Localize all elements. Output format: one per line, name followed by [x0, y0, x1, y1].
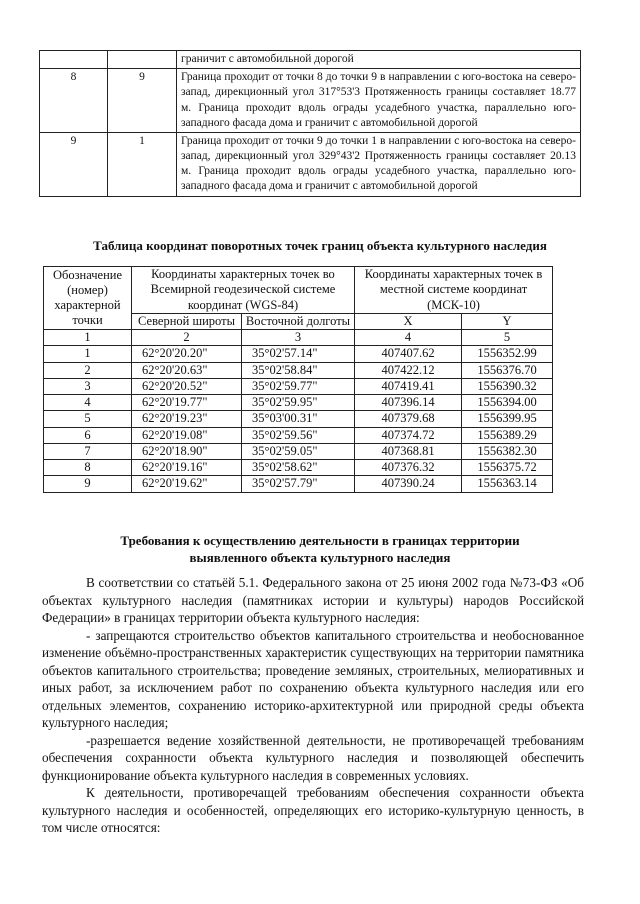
index-cell: 1 [44, 330, 132, 346]
index-cell: 5 [462, 330, 553, 346]
index-cell: 3 [242, 330, 355, 346]
coord-y: 1556375.72 [462, 460, 553, 476]
coord-x: 407390.24 [355, 476, 462, 492]
point-number: 3 [44, 378, 132, 394]
to-point: 9 [108, 69, 177, 133]
to-point: 1 [108, 132, 177, 196]
table-row [44, 427, 553, 443]
table-row [40, 132, 581, 196]
paragraph-prohibited: - запрещаются строительство объектов капитального строительства и необоснованное изменение объёмно-пространственных характеристик существующих на территории памятника объектов капитального строительства; проведение земляных, строительных, мелиоративных и иных работ, за исключением работ по сохранению объекта культурного наследия или его отдельных элементов, сохранению историко-архитектурной или природной среды объекта культурного наследия; [42, 627, 584, 730]
longitude: 35°02'59.05" [242, 443, 355, 459]
latitude: 62°20'19.77" [132, 395, 242, 411]
coord-x: 407374.72 [355, 427, 462, 443]
from-point [40, 51, 108, 69]
table-row [44, 460, 553, 476]
point-number: 9 [44, 476, 132, 492]
latitude: 62°20'19.16" [132, 460, 242, 476]
header-east: Восточной долготы [242, 313, 355, 329]
coord-x: 407422.12 [355, 362, 462, 378]
latitude: 62°20'20.20" [132, 346, 242, 362]
coord-y: 1556363.14 [462, 476, 553, 492]
coord-x: 407419.41 [355, 378, 462, 394]
point-number: 5 [44, 411, 132, 427]
header-y: Y [462, 313, 553, 329]
table-row [44, 411, 553, 427]
coord-x: 407368.81 [355, 443, 462, 459]
coord-y: 1556382.30 [462, 443, 553, 459]
table-row [44, 395, 553, 411]
latitude: 62°20'20.63" [132, 362, 242, 378]
boundary-text: Граница проходит от точки 8 до точки 9 в направлении с юго-востока на северо-запад, дирекционный угол 317°53'3 Протяженность границы составляет 18.77 м. Граница проходит вдоль ограды усадебного участка, параллельно юго-западного фасада дома и граничит с автомобильной дорогой [177, 69, 581, 133]
coord-x: 407379.68 [355, 411, 462, 427]
header-msk: Координаты характерных точек в местной системе координат (МСК-10) [355, 267, 553, 314]
latitude: 62°20'20.52" [132, 378, 242, 394]
requirements-body [42, 574, 584, 837]
longitude: 35°03'00.31" [242, 411, 355, 427]
coordinates-table [43, 266, 553, 493]
longitude: 35°02'59.56" [242, 427, 355, 443]
coords-table-title: Таблица координат поворотных точек границ объекта культурного наследия [93, 238, 547, 253]
requirements-title-line2: выявленного объекта культурного наследия [189, 550, 451, 565]
point-number: 6 [44, 427, 132, 443]
paragraph-contrary: К деятельности, противоречащей требованиям обеспечения сохранности объекта культурного наследия и особенностей, определяющих его историко-культурную ценность, в том числе относятся: [42, 785, 584, 835]
longitude: 35°02'59.77" [242, 378, 355, 394]
paragraph-law: В соответствии со статьёй 5.1. Федерального закона от 25 июня 2002 года №73-ФЗ «Об объектах культурного наследия (памятниках истории и культуры) народов Российской Федерации» в границах территории объекта культурного наследия: [42, 575, 584, 625]
point-number: 8 [44, 460, 132, 476]
coord-y: 1556389.29 [462, 427, 553, 443]
index-cell: 2 [132, 330, 242, 346]
header-wgs: Координаты характерных точек во Всемирной геодезической системе координат (WGS-84) [132, 267, 355, 314]
latitude: 62°20'19.23" [132, 411, 242, 427]
coord-y: 1556399.95 [462, 411, 553, 427]
longitude: 35°02'57.14" [242, 346, 355, 362]
point-number: 4 [44, 395, 132, 411]
paragraph-allowed: -разрешается ведение хозяйственной деятельности, не противоречащей требованиям обеспечения сохранности объекта культурного наследия и позволяющей обеспечить функционирование объекта культурного наследия в современных условиях. [42, 732, 584, 783]
coord-y: 1556352.99 [462, 346, 553, 362]
requirements-title-line1: Требования к осуществлению деятельности в границах территории [120, 533, 520, 548]
latitude: 62°20'19.62" [132, 476, 242, 492]
coord-y: 1556376.70 [462, 362, 553, 378]
longitude: 35°02'58.62" [242, 460, 355, 476]
table-row [44, 378, 553, 394]
from-point: 9 [40, 132, 108, 196]
point-number: 2 [44, 362, 132, 378]
latitude: 62°20'18.90" [132, 443, 242, 459]
table-row [44, 346, 553, 362]
longitude: 35°02'58.84" [242, 362, 355, 378]
table-row [44, 476, 553, 492]
header-point: Обозначение (номер) характерной точки [44, 267, 132, 330]
longitude: 35°02'59.95" [242, 395, 355, 411]
index-cell: 4 [355, 330, 462, 346]
boundary-text: Граница проходит от точки 9 до точки 1 в направлении с юго-востока на северо-запад, дирекционный угол 329°43'2 Протяженность границы составляет 20.13 м. Граница проходит вдоль ограды усадебного участка, параллельно юго-западного фасада дома и граничит с автомобильной дорогой [177, 132, 581, 196]
coord-y: 1556390.32 [462, 378, 553, 394]
to-point [108, 51, 177, 69]
table-row [40, 51, 581, 69]
header-north: Северной широты [132, 313, 242, 329]
point-number: 7 [44, 443, 132, 459]
header-x: X [355, 313, 462, 329]
coord-x: 407407.62 [355, 346, 462, 362]
table-row [44, 362, 553, 378]
longitude: 35°02'57.79" [242, 476, 355, 492]
latitude: 62°20'19.08" [132, 427, 242, 443]
index-row [44, 330, 553, 346]
boundary-description-table [39, 50, 581, 197]
from-point: 8 [40, 69, 108, 133]
coord-y: 1556394.00 [462, 395, 553, 411]
table-row [44, 443, 553, 459]
requirements-title [0, 532, 640, 566]
header-row [44, 267, 553, 314]
coord-x: 407376.32 [355, 460, 462, 476]
boundary-text: граничит с автомобильной дорогой [177, 51, 581, 69]
table-row [40, 69, 581, 133]
point-number: 1 [44, 346, 132, 362]
coord-x: 407396.14 [355, 395, 462, 411]
